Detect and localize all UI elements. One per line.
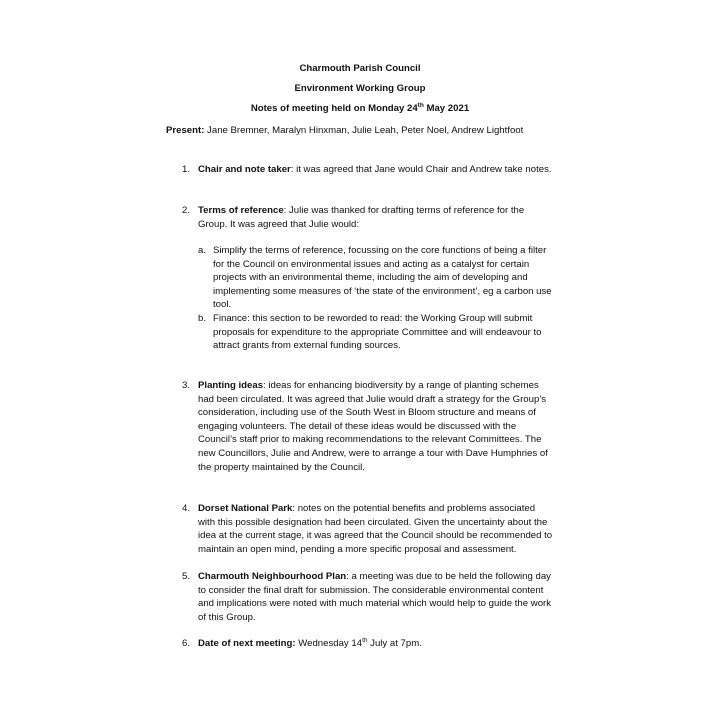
agenda-item-3: 3. Planting ideas: ideas for enhancing biodiversity by a range of planting schemes had been circulated. It was agreed that Julie would draft a strategy for the Group’s consideration, including use of the South West in Bloom structure and means of engaging volunteers. The detail of these ideas would be discussed with the Council’s staff prior to making recommendations to the relevant Committees. The new Councillors, Julie and Andrew, were to arrange a tour with Dave Humphries of the property maintained by the Council. [182,380,548,473]
present-label: Present: [166,125,205,136]
agenda-item-4: 4. Dorset National Park: notes on the potential benefits and problems associated with this possible designation had been circulated. Given the uncertainty about the idea at the current stage, it was agreed that the Council should be recommended to maintain an open mind, pending a more specific proposal and assessment. [182,503,553,555]
council-name: Charmouth Parish Council [299,63,421,74]
agenda-item-5: 5. Charmouth Neighbourhood Plan: a meeting was due to be held the following day to consider the final draft for submission. The considerable environmental content and implications were noted with much material which would help to guide the work of this Group. [182,571,552,623]
attendee-names: Jane Bremner, Maralyn Hinxman, Julie Leah, Peter Noel, Andrew Lightfoot [204,125,524,136]
meeting-title: Notes of meeting held on Monday 24th May 2021 [250,101,470,114]
agenda-item-6: 6. Date of next meeting: Wednesday 14th July at 7pm. [182,636,422,649]
working-group-name: Environment Working Group [294,83,426,94]
attendees-line [166,124,523,138]
agenda-item-2: 2. Terms of reference: Julie was thanked for drafting terms of reference for the Group. It was agreed that Julie would: [182,205,525,230]
agenda-item-2-sub-a: a. Simplify the terms of reference, focussing on the core functions of being a filter for the Council on environmental issues and acting as a catalyst for certain projects with an environmental theme, including the aim of developing and implementing some measures of ‘the state of the environment’, eg a carbon use tool. [198,245,552,311]
agenda-item-1: 1. Chair and note taker: it was agreed that Jane would Chair and Andrew take notes. [182,164,552,175]
agenda-item-2-sub-b: b. Finance: this section to be reworded to read: the Working Group will submit proposals for expenditure to the appropriate Committee and will endeavour to attract grants from external funding sources. [198,313,542,352]
